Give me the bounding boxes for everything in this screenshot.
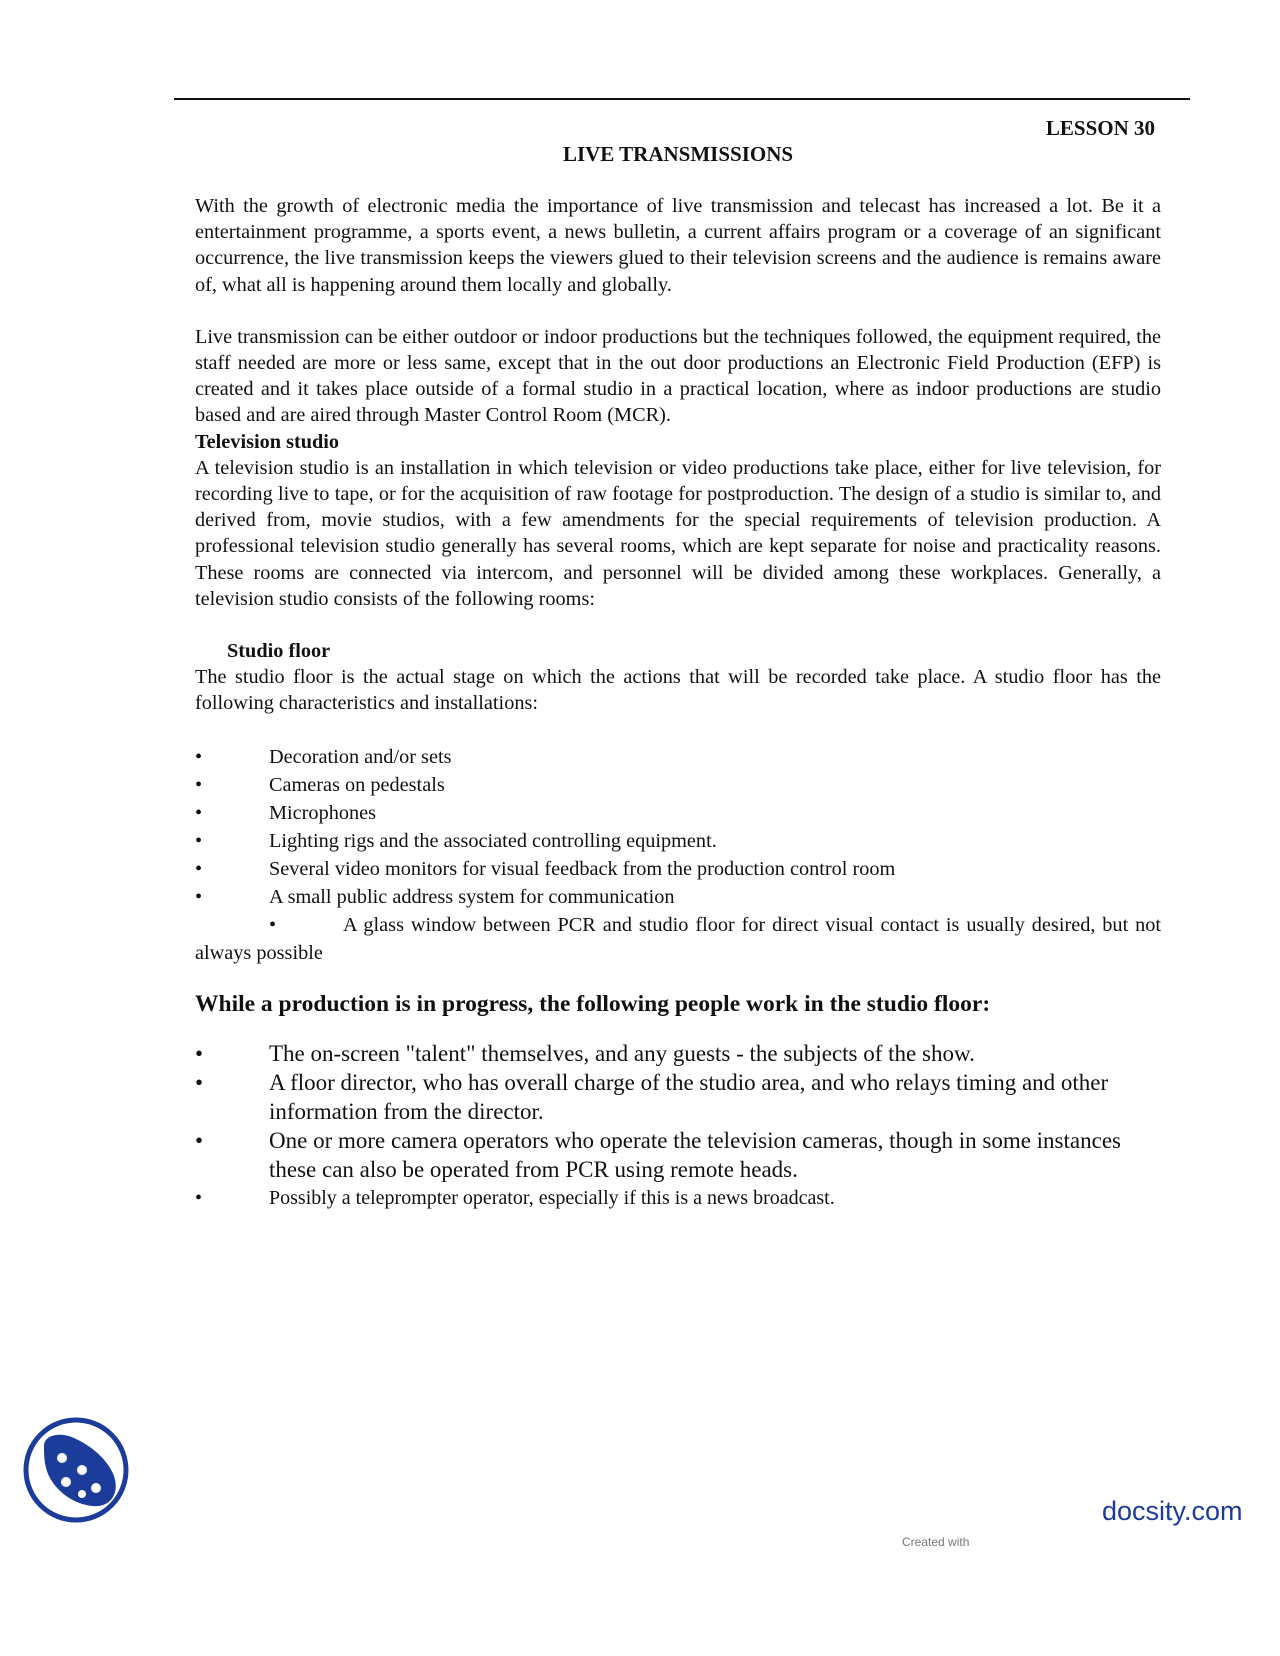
studio-floor-heading: Studio floor (227, 640, 331, 663)
docsity-logo-icon (22, 1416, 130, 1524)
created-with-label: Created with (902, 1535, 970, 1549)
bullet-icon: • (195, 857, 203, 880)
television-studio-heading: Television studio (195, 430, 340, 453)
bullet-icon: • (195, 745, 203, 768)
docsity-brand-link[interactable]: docsity.com (1102, 1496, 1243, 1526)
people-list (195, 1039, 1161, 1213)
list-item: • One or more camera operators who operate the television cameras, though in some instances these can also be operated from PCR using remote heads. (195, 1127, 1121, 1182)
studio-floor-paragraph: The studio floor is the actual stage on which the actions that will be recorded take place. A studio floor has the following characteristics and installations: (195, 666, 1161, 715)
list-item: • Several video monitors for visual feedback from the production control room (195, 855, 1161, 883)
people-heading: While a production is in progress, the following people work in the studio floor: (195, 990, 991, 1017)
television-studio-paragraph: A television studio is an installation in which television or video productions take place, either for live television, for recording live to tape, or for the acquisition of raw footage for postproduction. The design of a studio is similar to, and derived from, movie studios, with a few amendments for the special requirements of television production. A professional television studio generally has several rooms, which are kept separate for noise and practicality reasons. These rooms are connected via intercom, and personnel will be divided among these workplaces. Generally, a television studio consists of the following rooms: (195, 456, 1161, 610)
list-item: • The on-screen "talent" themselves, and any guests - the subjects of the show. (195, 1040, 975, 1066)
bullet-icon: • (195, 1069, 204, 1095)
list-item: • A small public address system for communication (195, 883, 1161, 911)
bullet-icon: • (269, 913, 277, 936)
list-item: • A floor director, who has overall charge of the studio area, and who relays timing and other information from the director. (195, 1069, 1109, 1124)
intro-paragraph-1: With the growth of electronic media the importance of live transmission and telecast has increased a lot. Be it a entertainment programme, a sports event, a news bulletin, a current affairs program or a coverage of an significant occurrence, the live transmission keeps the viewers glued to their television screens and the audience is remains aware of, what all is happening around them locally and globally. (195, 195, 1161, 296)
header-rule (174, 98, 1190, 100)
list-item: • A glass window between PCR and studio floor for direct visual contact is usually desired, but not always possible (195, 911, 1161, 967)
list-item: • Cameras on pedestals (195, 771, 1161, 799)
bullet-icon: • (195, 1127, 204, 1153)
bullet-icon: • (195, 1040, 204, 1066)
intro-paragraph-2: Live transmission can be either outdoor or indoor productions but the techniques followed, the equipment required, the staff needed are more or less same, except that in the out door productions an Electronic Field Production (EFP) is created and it takes place outside of a formal studio in a practical location, where as indoor productions are studio based and are aired through Master Control Room (MCR). (195, 325, 1161, 427)
list-item: • Lighting rigs and the associated controlling equipment. (195, 827, 1161, 855)
list-item: • Possibly a teleprompter operator, especially if this is a news broadcast. (195, 1184, 1161, 1213)
bullet-icon: • (195, 829, 203, 852)
studio-floor-list (195, 743, 1161, 967)
bullet-icon: • (195, 885, 203, 908)
bullet-icon: • (195, 801, 203, 824)
bullet-icon: • (195, 773, 203, 796)
bullet-icon: • (195, 1186, 203, 1209)
document-body (195, 193, 1161, 1213)
lesson-number: LESSON 30 (1045, 116, 1155, 140)
list-item: • Decoration and/or sets (195, 743, 1161, 771)
page-title: LIVE TRANSMISSIONS (562, 142, 794, 166)
list-item: • Microphones (195, 799, 1161, 827)
